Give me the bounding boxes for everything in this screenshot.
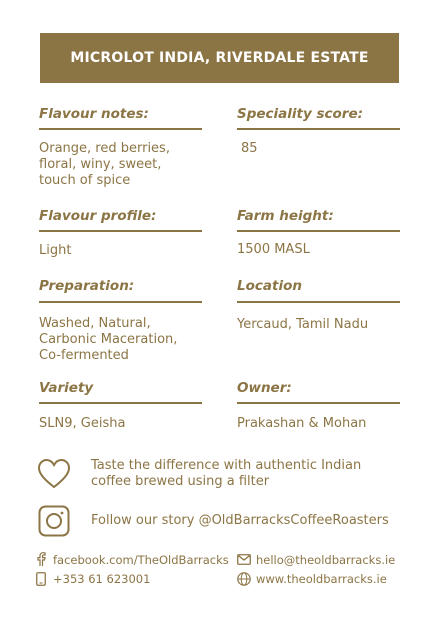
variety-label: Variety [39, 380, 94, 396]
divider [237, 230, 400, 232]
page-title: MICROLOT INDIA, RIVERDALE ESTATE [40, 33, 399, 83]
divider [39, 128, 202, 130]
preparation-value: Washed, Natural, Carbonic Maceration, Co-fermented [39, 316, 178, 363]
globe-icon [237, 572, 251, 586]
facebook-icon [36, 552, 46, 566]
farm-height-label: Farm height: [237, 208, 334, 224]
instagram-icon[interactable] [38, 505, 70, 537]
flavour-notes-label: Flavour notes: [39, 106, 149, 122]
location-label: Location [237, 278, 302, 294]
phone-number[interactable]: +353 61 623001 [53, 572, 151, 586]
facebook-link[interactable]: facebook.com/TheOldBarracks [53, 553, 229, 567]
divider [39, 230, 202, 232]
phone-icon [36, 572, 46, 586]
heart-icon [37, 458, 71, 490]
mail-icon [237, 554, 251, 565]
email-link[interactable]: hello@theoldbarracks.ie [256, 553, 396, 567]
divider [39, 301, 202, 303]
flavour-profile-value: Light [39, 243, 72, 258]
divider [237, 128, 400, 130]
follow-text[interactable]: Follow our story @OldBarracksCoffeeRoasters [91, 513, 389, 528]
farm-height-value: 1500 MASL [237, 242, 310, 257]
website-link[interactable]: www.theoldbarracks.ie [256, 572, 387, 586]
preparation-label: Preparation: [39, 278, 135, 294]
speciality-score-value: 85 [241, 141, 258, 156]
divider [39, 402, 202, 404]
owner-value: Prakashan & Mohan [237, 416, 367, 431]
flavour-notes-value: Orange, red berries, floral, winy, sweet, touch of spice [39, 141, 170, 188]
speciality-score-label: Speciality score: [237, 106, 364, 122]
divider [237, 301, 400, 303]
divider [237, 402, 400, 404]
location-value: Yercaud, Tamil Nadu [237, 317, 369, 332]
taste-text: Taste the difference with authentic Indian coffee brewed using a filter [91, 458, 362, 489]
owner-label: Owner: [237, 380, 292, 396]
variety-value: SLN9, Geisha [39, 416, 126, 431]
flavour-profile-label: Flavour profile: [39, 208, 157, 224]
